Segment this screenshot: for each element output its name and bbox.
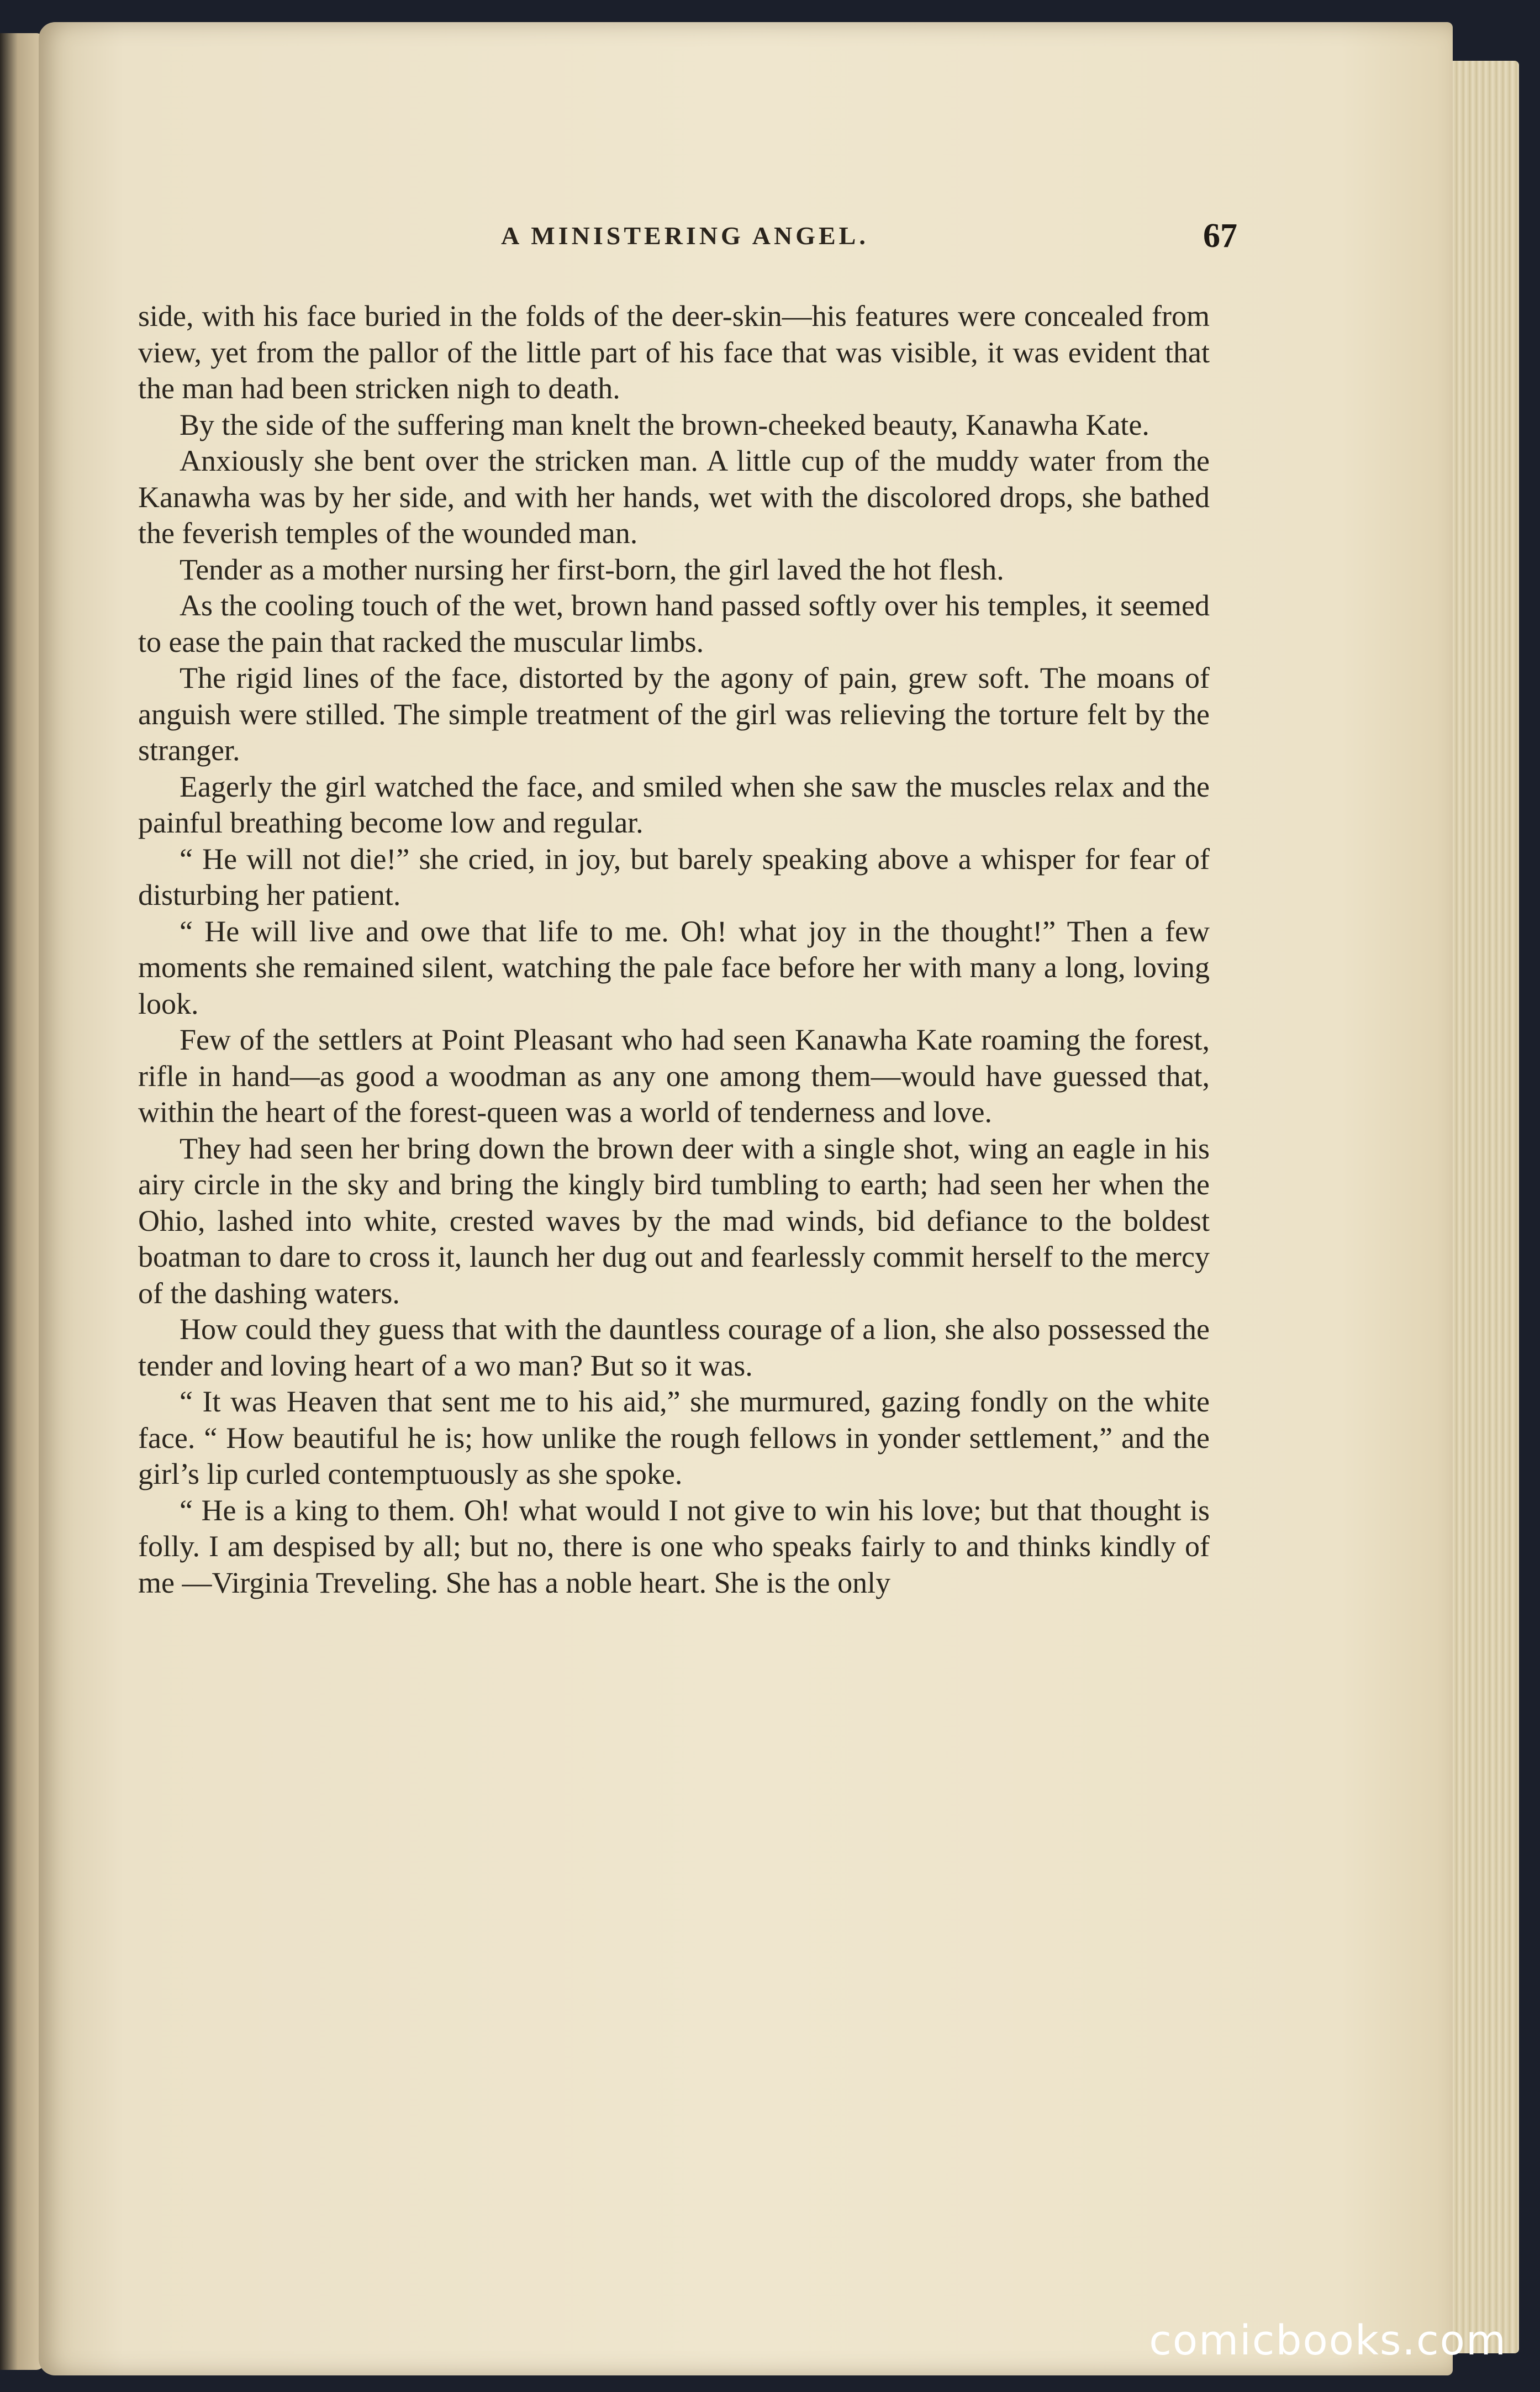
paragraph: Tender as a mother nursing her first-born, the girl laved the hot flesh. — [180, 552, 1004, 586]
page-number: 67 — [1203, 217, 1237, 255]
site-watermark: comicbooks.com — [1149, 2317, 1507, 2364]
page-body — [138, 298, 1210, 1601]
paragraph: “ He is a king to them. Oh! what would I not give to win his love; but that thought is folly. I am despised by all; but no, there is one who speaks fairly to and thinks kindly of me —Virginia Treveling. She has a noble heart. She is the only — [138, 1493, 1210, 1599]
paragraph: The rigid lines of the face, distorted by the agony of pain, grew soft. The moans of anguish were stilled. The simple treatment of the girl was relieving the torture felt by the stranger. — [138, 661, 1210, 767]
paragraph: By the side of the suffering man knelt the brown-cheeked beauty, Kanawha Kate. — [180, 408, 1149, 441]
paragraph: As the cooling touch of the wet, brown hand passed softly over his temples, it seemed to ease the pain that racked the muscular limbs. — [138, 589, 1210, 658]
paragraph: “ It was Heaven that sent me to his aid,” she murmured, gazing fondly on the white face. “ How beautiful he is; how unlike the rough fellows in yonder settlement,” and the girl’s lip curled contemptuously as she spoke. — [138, 1385, 1210, 1490]
facing-page-edge — [0, 33, 44, 2370]
paragraph: Anxiously she bent over the stricken man. A little cup of the muddy water from the Kanawha was by her side, and with her hands, wet with the discolored drops, she bathed the feverish temples of the wounded man. — [138, 444, 1210, 550]
running-title: A MINISTERING ANGEL. — [501, 222, 869, 250]
paragraph: “ He will live and owe that life to me. Oh! what joy in the thought!” Then a few moments she remained silent, watching the pale face before her with many a long, loving look. — [138, 914, 1210, 1020]
paragraph: side, with his face buried in the folds of the deer-skin—his features were concealed from view, yet from the pallor of the little part of his face that was visible, it was evident that the man had been stricken nigh to death. — [138, 299, 1210, 405]
paragraph: Eagerly the girl watched the face, and smiled when she saw the muscles relax and the painful breathing become low and regular. — [138, 770, 1210, 839]
paragraph: They had seen her bring down the brown deer with a single shot, wing an eagle in his airy circle in the sky and bring the kingly bird tumbling to earth; had seen her when the Ohio, lashed into white, crested waves by the mad winds, bid defiance to the boldest boatman to dare to cross it, launch her dug out and fearlessly commit herself to the mercy of the dashing waters. — [138, 1131, 1210, 1310]
paragraph: How could they guess that with the dauntless courage of a lion, she also possessed the tender and loving heart of a wo man? But so it was. — [138, 1313, 1210, 1382]
paragraph: Few of the settlers at Point Pleasant who had seen Kanawha Kate roaming the forest, rifle in hand—as good a woodman as any one among them—would have guessed that, within the heart of the forest-queen was a world of tenderness and love. — [138, 1023, 1210, 1129]
paragraph: “ He will not die!” she cried, in joy, but barely speaking above a whisper for fear of disturbing her patient. — [138, 842, 1210, 912]
